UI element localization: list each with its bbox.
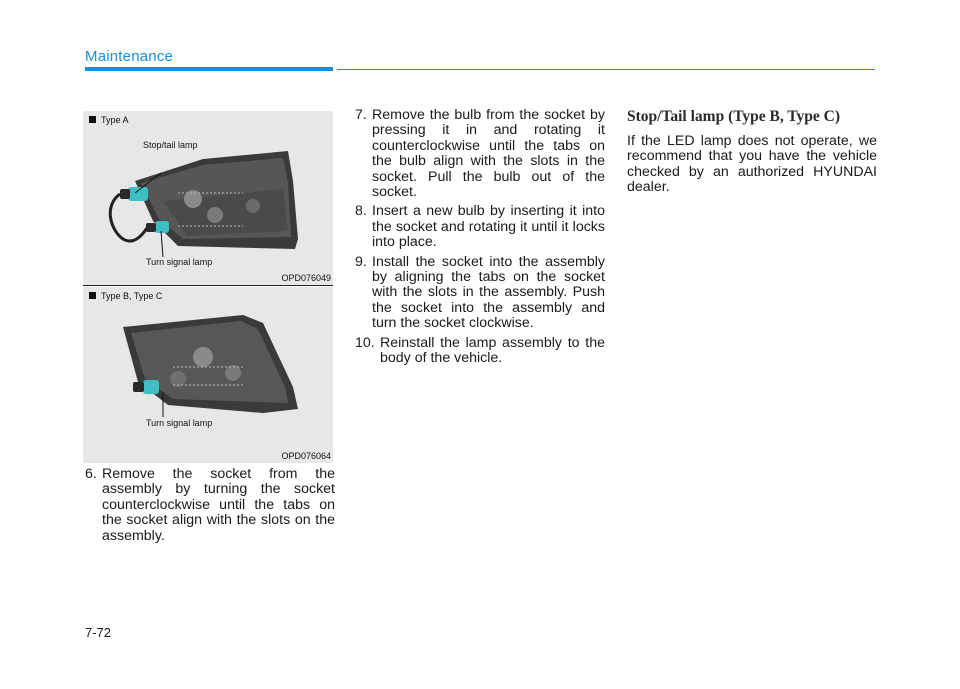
figure-type-b-c	[83, 287, 333, 463]
step-text: Insert a new bulb by inserting it into the socket and rotating it until it locks into place.	[372, 203, 605, 251]
column-left	[85, 467, 335, 548]
header-bar-thick	[85, 67, 333, 71]
figure-type-label	[89, 291, 162, 301]
step-text: Install the socket into the assembly by aligning the tabs on the socket with the slots in the assembly. Push the socket into the assembly and turn the socket clockwise.	[372, 253, 605, 332]
column-right	[627, 108, 877, 196]
figure-type-a	[83, 111, 333, 285]
step-number: 7.	[355, 107, 367, 123]
figure-code-b: OPD076064	[281, 451, 331, 461]
figure-type-label	[89, 115, 129, 125]
label-turn-signal-lamp-a: Turn signal lamp	[146, 257, 213, 267]
square-bullet-icon	[89, 116, 96, 123]
type-a-text: Type A	[101, 115, 129, 125]
page-number: 7-72	[85, 625, 112, 640]
figure-divider	[83, 285, 333, 286]
tail-lamp-illustration-b	[83, 287, 333, 463]
subsection-text: If the LED lamp does not operate, we recommend that you have the vehicle checked by an authorized HYUNDAI dealer.	[627, 133, 877, 196]
type-b-c-text: Type B, Type C	[101, 291, 163, 301]
step-text: Remove the bulb from the socket by pressing it in and rotating it counterclockwise until the tabs on the bulb align with the slots in the socket. Pull the bulb out of the socket.	[372, 107, 605, 201]
square-bullet-icon	[89, 292, 96, 299]
section-title: Maintenance	[85, 48, 174, 65]
step-text: Reinstall the lamp assembly to the body of the vehicle.	[380, 334, 605, 367]
step-number: 6.	[85, 466, 97, 482]
step-number: 10.	[355, 334, 375, 351]
figure-code-a: OPD076049	[281, 273, 331, 283]
column-middle	[355, 108, 605, 371]
subsection-heading: Stop/Tail lamp (Type B, Type C)	[627, 108, 841, 125]
step-6	[85, 467, 335, 544]
step-10	[355, 336, 605, 367]
label-stop-tail-lamp: Stop/tail lamp	[143, 140, 198, 150]
step-number: 8.	[355, 203, 367, 220]
step-7	[355, 108, 605, 200]
step-number: 9.	[355, 253, 367, 270]
step-text: Remove the socket from the assembly by turning the socket counterclockwise until the tabs on the socket align with the slots on the assembly.	[102, 466, 335, 544]
step-9	[355, 255, 605, 332]
header-bar-thin	[337, 69, 875, 70]
step-8	[355, 204, 605, 250]
label-turn-signal-lamp-b: Turn signal lamp	[146, 418, 213, 428]
